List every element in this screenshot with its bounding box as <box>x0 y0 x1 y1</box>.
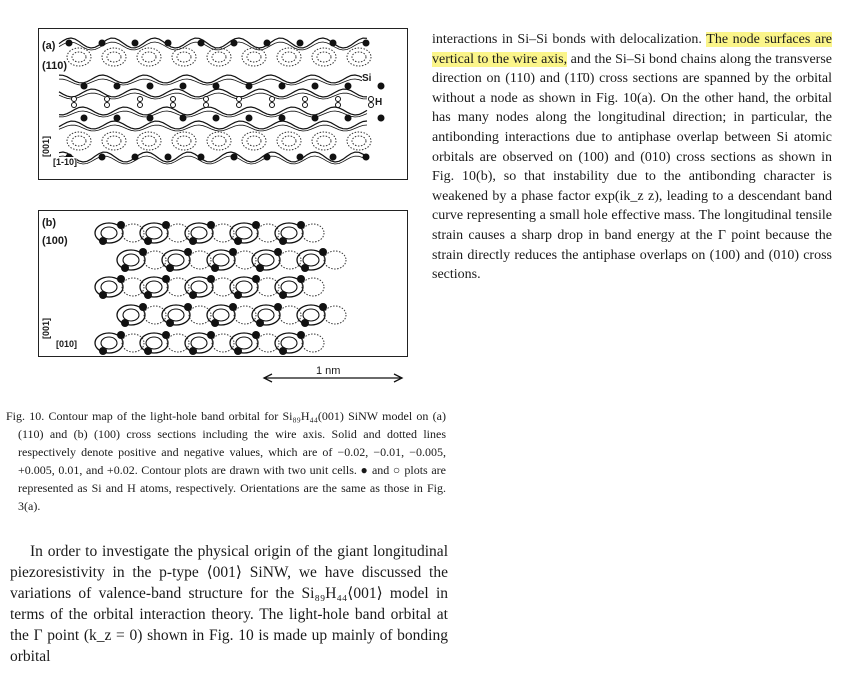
si-atom <box>162 331 170 339</box>
si-atom <box>99 347 107 355</box>
dotted-contour-lobe <box>212 224 234 242</box>
si-atom <box>279 83 286 90</box>
si-atom <box>378 115 385 122</box>
dotted-contour-lobe <box>102 48 126 66</box>
dotted-contour-lobe <box>257 224 279 242</box>
si-atom <box>99 237 107 245</box>
dotted-contour-lobe <box>277 48 301 66</box>
dotted-contour-lobe <box>352 136 366 146</box>
dotted-contour-lobe <box>167 334 189 352</box>
contour-map-100 <box>39 211 407 356</box>
dotted-contour-lobe <box>167 224 189 242</box>
solid-contour-line <box>59 125 367 131</box>
si-atom <box>279 237 287 245</box>
si-atom <box>234 291 242 299</box>
si-atom <box>144 347 152 355</box>
si-atom <box>139 248 147 256</box>
si-atom <box>114 83 121 90</box>
dotted-contour-lobe <box>142 136 156 146</box>
dotted-contour-lobe <box>317 136 331 146</box>
dotted-contour-lobe <box>142 52 156 62</box>
dotted-contour-lobe <box>172 48 196 66</box>
h-atom <box>270 97 275 102</box>
si-atom <box>279 115 286 122</box>
h-atom <box>237 97 242 102</box>
si-atom <box>279 347 287 355</box>
si-atom <box>301 319 309 327</box>
si-atom <box>363 40 370 47</box>
dotted-contour-lobe <box>247 52 261 62</box>
right-paragraph <box>432 30 832 285</box>
si-atom <box>319 248 327 256</box>
dotted-contour-lobe <box>347 132 371 150</box>
dotted-contour-lobe <box>212 52 226 62</box>
figure-panel-b <box>38 210 408 357</box>
h-atom <box>336 103 341 108</box>
h-atom <box>105 97 110 102</box>
si-atom <box>184 248 192 256</box>
h-atom <box>369 103 374 108</box>
dotted-contour-lobe <box>247 136 261 146</box>
si-atom <box>207 221 215 229</box>
si-atom <box>132 40 139 47</box>
si-atom <box>246 115 253 122</box>
si-atom <box>363 154 370 161</box>
si-atom <box>301 264 309 272</box>
panel-a-axis-horizontal: [1-10] <box>53 157 78 167</box>
dotted-contour-lobe <box>277 132 301 150</box>
si-atom <box>121 264 129 272</box>
dotted-contour-lobe <box>212 278 234 296</box>
h-atom <box>270 103 275 108</box>
dotted-contour-lobe <box>234 251 256 269</box>
scale-bar-label: 1 nm <box>316 365 341 377</box>
si-atom <box>231 40 238 47</box>
contour-map-110 <box>39 29 407 179</box>
si-atom <box>189 237 197 245</box>
h-atom <box>204 103 209 108</box>
h-atom <box>138 97 143 102</box>
dotted-contour-lobe <box>352 52 366 62</box>
dotted-contour-lobe <box>212 334 234 352</box>
h-atom <box>72 103 77 108</box>
si-atom <box>378 83 385 90</box>
si-atom <box>345 115 352 122</box>
figure-caption <box>6 407 446 515</box>
panel-b-orientation: (100) <box>42 235 68 247</box>
si-atom <box>330 40 337 47</box>
si-atom <box>229 248 237 256</box>
si-atom <box>312 83 319 90</box>
body-paragraph: In order to investigate the physical origin of the giant longitudinal piezoresistivity in the p-type ⟨001⟩ SiNW, we have discussed the variations of valence-band structure for the Si₈₉H₄₄⟨001⟩ model in terms of the orbital interaction theory. The light-hole band orbital at the Γ point (k_z = 0) shown in Fig. 10 is made up mainly of bonding orbital <box>10 543 448 665</box>
dotted-contour-lobe <box>172 132 196 150</box>
si-atom <box>162 275 170 283</box>
h-atom <box>237 103 242 108</box>
figure-panel-a <box>38 28 408 180</box>
si-atom <box>256 319 264 327</box>
h-atom <box>303 97 308 102</box>
si-atom <box>252 221 260 229</box>
dotted-contour-lobe <box>67 132 91 150</box>
si-atom <box>132 154 139 161</box>
si-atom <box>81 115 88 122</box>
dotted-contour-lobe <box>302 224 324 242</box>
dotted-contour-lobe <box>122 334 144 352</box>
h-atom-tag: H <box>375 97 383 108</box>
si-atom <box>180 115 187 122</box>
si-atom <box>66 40 73 47</box>
si-atom <box>81 83 88 90</box>
dotted-contour-lobe <box>189 306 211 324</box>
dotted-contour-lobe <box>279 251 301 269</box>
si-atom <box>252 275 260 283</box>
si-atom <box>246 83 253 90</box>
si-atom <box>117 275 125 283</box>
si-atom <box>279 291 287 299</box>
si-atom <box>297 331 305 339</box>
dotted-contour-lobe <box>144 251 166 269</box>
si-atom <box>319 303 327 311</box>
si-atom <box>234 347 242 355</box>
solid-contour-line <box>59 107 367 115</box>
si-atom <box>274 303 282 311</box>
si-atom <box>117 331 125 339</box>
dotted-contour-lobe <box>207 48 231 66</box>
dotted-contour-lobe <box>347 48 371 66</box>
body-paragraph-left <box>10 541 448 667</box>
si-atom <box>256 264 264 272</box>
panel-a-label: (a) <box>42 40 56 52</box>
dotted-contour-lobe <box>107 136 121 146</box>
h-atom <box>72 97 77 102</box>
si-atom <box>229 303 237 311</box>
si-atom <box>345 83 352 90</box>
solid-contour-line <box>59 89 367 97</box>
h-atom <box>336 97 341 102</box>
h-atom <box>138 103 143 108</box>
dotted-contour-lobe <box>324 251 346 269</box>
h-atom <box>171 97 176 102</box>
dotted-contour-lobe <box>302 278 324 296</box>
h-atom <box>303 103 308 108</box>
dotted-contour-lobe <box>312 48 336 66</box>
highlighted-text: The node surfaces are vertical to the wire axis, <box>432 32 832 67</box>
dotted-contour-lobe <box>107 52 121 62</box>
panel-b-axis-horizontal: [010] <box>56 339 78 349</box>
dotted-contour-lobe <box>242 48 266 66</box>
dotted-contour-lobe <box>177 52 191 62</box>
panel-a-orientation: (110) <box>42 60 68 72</box>
si-atom <box>274 248 282 256</box>
si-atom <box>144 237 152 245</box>
si-atom <box>297 40 304 47</box>
si-atom <box>114 115 121 122</box>
si-atom <box>264 154 271 161</box>
dotted-contour-lobe <box>324 306 346 324</box>
si-atom <box>166 264 174 272</box>
si-atom <box>189 347 197 355</box>
si-atom <box>211 319 219 327</box>
si-atom <box>139 303 147 311</box>
si-atom <box>297 221 305 229</box>
si-atom <box>180 83 187 90</box>
dotted-contour-lobe <box>234 306 256 324</box>
dotted-contour-lobe <box>122 224 144 242</box>
dotted-contour-lobe <box>282 136 296 146</box>
dotted-contour-lobe <box>302 334 324 352</box>
si-atom <box>166 319 174 327</box>
si-atom <box>121 319 129 327</box>
h-atom <box>105 103 110 108</box>
dotted-contour-lobe <box>72 136 86 146</box>
si-atom <box>198 154 205 161</box>
si-atom-tag: Si <box>362 73 372 84</box>
h-atom <box>171 103 176 108</box>
dotted-contour-lobe <box>317 52 331 62</box>
dotted-contour-lobe <box>312 132 336 150</box>
si-atom <box>165 40 172 47</box>
si-atom <box>165 154 172 161</box>
caption-text: Fig. 10. Contour map of the light-hole band orbital for Si₈₉H₄₄(001) SiNW model on (a) (110) and (b) (100) cross sections including the wire axis. Solid and dotted lines respectively denote positive and negative values, which are of −0.02, −0.01, −0.005, +0.005, 0.01, and +0.02. Contour plots are drawn with two unit cells. ● and ○ plots are represented as Si and H atoms, respectively. Orientations are the same as those in Fig. 3(a). <box>6 409 446 513</box>
si-atom <box>312 115 319 122</box>
si-atom <box>147 83 154 90</box>
si-atom <box>231 154 238 161</box>
si-atom <box>330 154 337 161</box>
dotted-contour-lobe <box>137 132 161 150</box>
si-atom <box>297 275 305 283</box>
si-atom <box>264 40 271 47</box>
panel-b-axis-vertical: [001] <box>41 317 51 339</box>
si-atom <box>207 275 215 283</box>
si-atom <box>184 303 192 311</box>
panel-b-label: (b) <box>42 217 57 229</box>
text-before-highlight: interactions in Si–Si bonds with delocalization. <box>432 32 707 47</box>
h-atom <box>369 97 374 102</box>
si-atom <box>99 40 106 47</box>
dotted-contour-lobe <box>122 278 144 296</box>
si-atom <box>207 331 215 339</box>
dotted-contour-lobe <box>257 334 279 352</box>
si-atom <box>198 40 205 47</box>
dotted-contour-lobe <box>67 48 91 66</box>
solid-contour-line <box>59 111 367 117</box>
body-paragraph-right <box>432 30 832 285</box>
si-atom <box>117 221 125 229</box>
dotted-contour-lobe <box>207 132 231 150</box>
h-atom <box>204 97 209 102</box>
dotted-contour-lobe <box>144 306 166 324</box>
si-atom <box>189 291 197 299</box>
dotted-contour-lobe <box>72 52 86 62</box>
dotted-contour-lobe <box>242 132 266 150</box>
si-atom <box>144 291 152 299</box>
si-atom <box>297 154 304 161</box>
si-atom <box>213 83 220 90</box>
si-atom <box>162 221 170 229</box>
si-atom <box>252 331 260 339</box>
dotted-contour-lobe <box>189 251 211 269</box>
dotted-contour-lobe <box>177 136 191 146</box>
si-atom <box>147 115 154 122</box>
si-atom <box>211 264 219 272</box>
si-atom <box>99 154 106 161</box>
si-atom <box>99 291 107 299</box>
dotted-contour-lobe <box>282 52 296 62</box>
si-atom <box>234 237 242 245</box>
dotted-contour-lobe <box>279 306 301 324</box>
dotted-contour-lobe <box>257 278 279 296</box>
text-after-highlight: and the Si–Si bond chains along the transverse direction on (110) and (11̄0) cross sections are spanned by the orbital without a node as shown in Fig. 10(a). On the other hand, the orbital has many nodes along the longitudinal direction; in particular, the antibonding interactions due to antiphase overlap between Si atomic orbitals are observed on (100) and (010) cross sections as shown in Fig. 10(b), so that instability due to the antibonding character is weakened by a phase factor exp(ik_z z), leading to a descendant band curve representing a small hole effective mass. The longitudinal tensile strain causes a sharp drop in band energy at the Γ point because the strain directly reduces the antiphase overlaps on (100) and (010) cross sections. <box>432 51 832 283</box>
dotted-contour-lobe <box>212 136 226 146</box>
dotted-contour-lobe <box>167 278 189 296</box>
panel-a-axis-vertical: [001] <box>41 135 51 157</box>
dotted-contour-lobe <box>102 132 126 150</box>
dotted-contour-lobe <box>137 48 161 66</box>
si-atom <box>213 115 220 122</box>
